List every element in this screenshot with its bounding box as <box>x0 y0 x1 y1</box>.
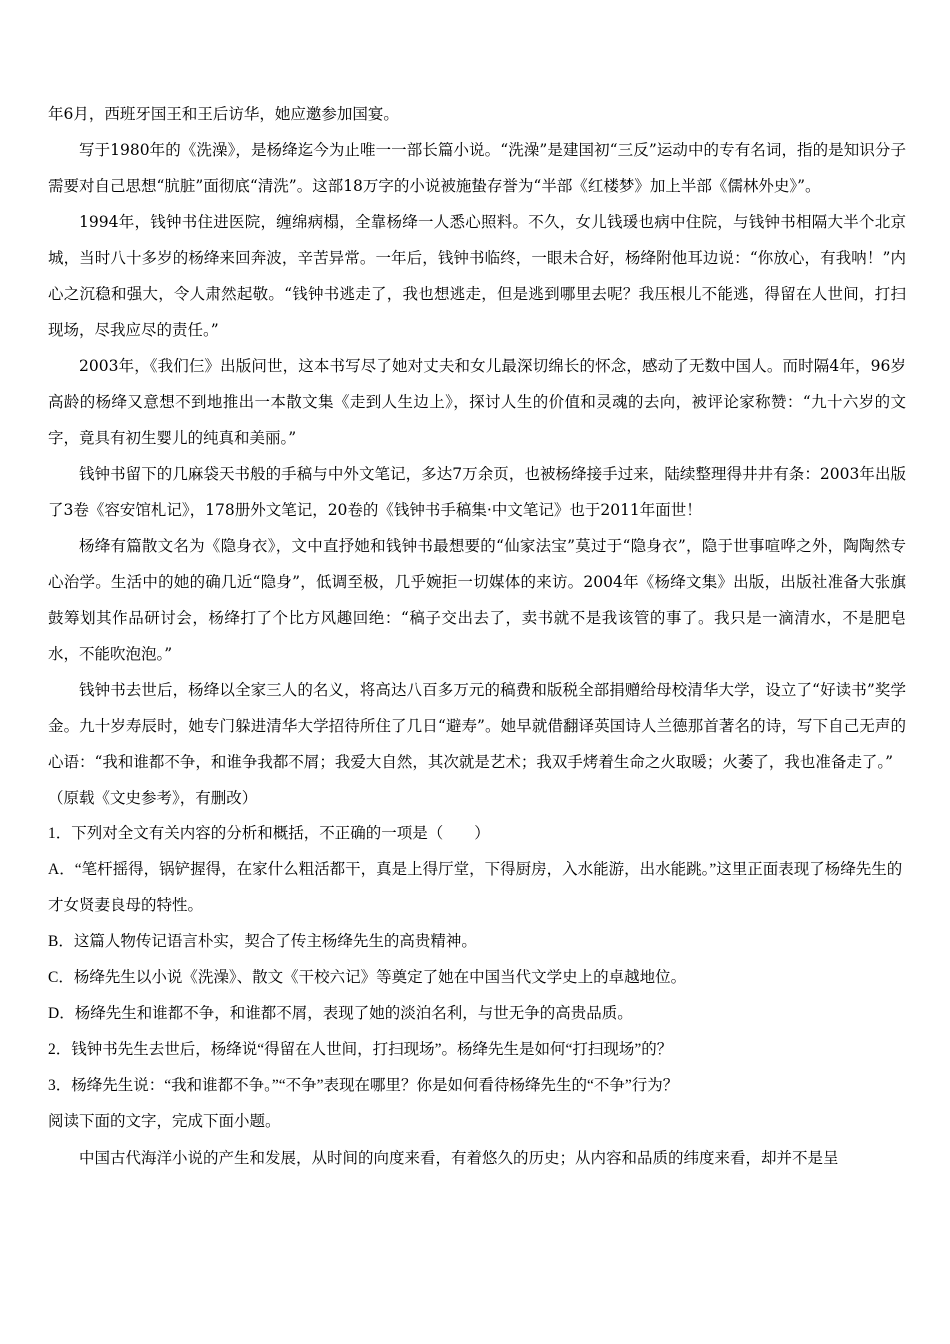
article-paragraph-2: 1994年，钱钟书住进医院，缠绵病榻，全靠杨绛一人悉心照料。不久，女儿钱瑗也病中住院，与钱钟书相隔大半个北京城，当时八十多岁的杨绛来回奔波，辛苦异常。一年后，钱钟书临终，一眼未合好，杨绛附他耳边说：“你放心，有我呐！”内心之沉稳和强大，令人肃然起敬。“钱钟书逃走了，我也想逃走，但是逃到哪里去呢？我压根儿不能逃，得留在人世间，打扫现场，尽我应尽的责任。” <box>48 213 906 339</box>
article-paragraph-0: 年6月，西班牙国王和王后访华，她应邀参加国宴。 <box>48 105 399 123</box>
article-paragraph-3: 2003年，《我们仨》出版问世，这本书写尽了她对丈夫和女儿最深切绵长的怀念，感动了无数中国人。而时隔4年，96岁高龄的杨绛又意想不到地推出一本散文集《走到人生边上》，探讨人生的价值和灵魂的去向，被评论家称赞：“九十六岁的文字，竟具有初生婴儿的纯真和美丽。” <box>48 357 906 447</box>
article-paragraph-6: 钱钟书去世后，杨绛以全家三人的名义，将高达八百多万元的稿费和版税全部捐赠给母校清华大学，设立了“好读书”奖学金。九十岁寿辰时，她专门躲进清华大学招待所住了几日“避寿”。她早就借翻译英国诗人兰德那首著名的诗，写下自己无声的心语：“我和谁都不争，和谁争我都不屑；我爱大自然，其次就是艺术；我双手烤着生命之火取暖；火萎了，我也准备走了。” <box>48 681 906 771</box>
question-1-option-c: C．杨绛先生以小说《洗澡》、散文《干校六记》等奠定了她在中国当代文学史上的卓越地位。 <box>48 969 687 986</box>
question-1: 1．下列对全文有关内容的分析和概括，不正确的一项是（ ） <box>48 825 490 842</box>
article-paragraph-4: 钱钟书留下的几麻袋天书般的手稿与中外文笔记，多达7万余页，也被杨绛接手过来，陆续整理得井井有条：2003年出版了3卷《容安馆札记》，178册外文笔记，20卷的《钱钟书手稿集·中文笔记》也于2011年面世！ <box>48 465 906 519</box>
question-3: 3．杨绛先生说：“我和谁都不争。”“不争”表现在哪里？你是如何看待杨绛先生的“不争”行为？ <box>48 1077 679 1094</box>
question-1-option-d: D．杨绛先生和谁都不争，和谁都不屑，表现了她的淡泊名利，与世无争的高贵品质。 <box>48 1005 633 1022</box>
document-content <box>48 96 906 1176</box>
question-1-option-a: A．“笔杆摇得，锅铲握得，在家什么粗活都干，真是上得厅堂，下得厨房，入水能游，出水能跳。”这里正面表现了杨绛先生的才女贤妻良母的特性。 <box>48 861 903 914</box>
article-paragraph-5: 杨绛有篇散文名为《隐身衣》，文中直抒她和钱钟书最想要的“仙家法宝”莫过于“隐身衣”，隐于世事喧哗之外，陶陶然专心治学。生活中的她的确几近“隐身”，低调至极，几乎婉拒一切媒体的来访。2004年《杨绛文集》出版，出版社准备大张旗鼓筹划其作品研讨会，杨绛打了个比方风趣回绝：“稿子交出去了，卖书就不是我该管的事了。我只是一滴清水，不是肥皂水，不能吹泡泡。” <box>48 537 906 663</box>
section-instruction: 阅读下面的文字，完成下面小题。 <box>48 1113 281 1130</box>
next-section-paragraph-1: 中国古代海洋小说的产生和发展，从时间的向度来看，有着悠久的历史；从内容和品质的纬度来看，却并不是呈 <box>79 1149 839 1167</box>
question-1-option-b: B．这篇人物传记语言朴实，契合了传主杨绛先生的高贵精神。 <box>48 933 477 950</box>
article-source: （原载《文史参考》，有删改） <box>48 789 258 807</box>
article-paragraph-1: 写于1980年的《洗澡》，是杨绛迄今为止唯一一部长篇小说。“洗澡”是建国初“三反”运动中的专有名词，指的是知识分子需要对自己思想“肮脏”面彻底“清洗”。这部18万字的小说被施蛰存誉为“半部《红楼梦》加上半部《儒林外史》”。 <box>48 141 906 195</box>
question-2: 2．钱钟书先生去世后，杨绛说“得留在人世间，打扫现场”。杨绛先生是如何“打扫现场”的？ <box>48 1041 673 1058</box>
